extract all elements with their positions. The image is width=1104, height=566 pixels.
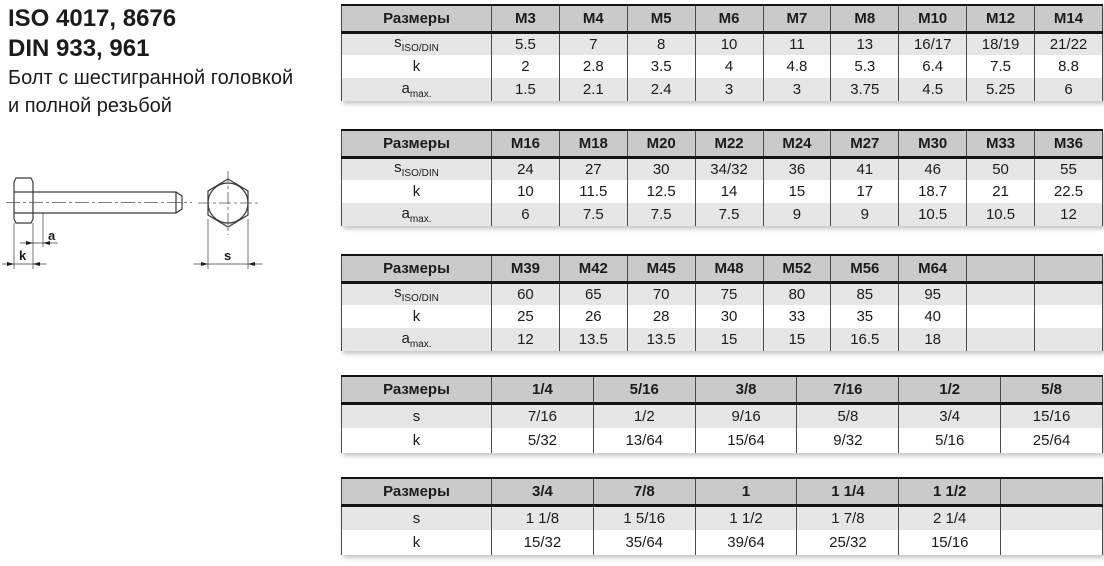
- dimension-k-label: k: [19, 248, 27, 263]
- row-label: k: [342, 530, 492, 555]
- dimension-value-cell: 15/16: [899, 530, 1001, 555]
- size-column-header: M6: [695, 5, 763, 32]
- dimension-value-cell: 6.4: [899, 55, 967, 78]
- size-column-header: M3: [492, 5, 560, 32]
- bolt-technical-drawing: [0, 163, 300, 338]
- dimension-value-cell: 15: [763, 328, 831, 351]
- dimension-value-cell: 18.7: [899, 180, 967, 203]
- dimension-value-cell: 1 7/8: [797, 505, 899, 530]
- dimension-value-cell: 11.5: [559, 180, 627, 203]
- dimension-value-cell: 3/4: [899, 403, 1001, 428]
- dimension-value-cell: 5/32: [492, 428, 594, 453]
- dimension-value-cell: 8.8: [1035, 55, 1103, 78]
- table-row: [342, 282, 1103, 305]
- size-column-header: M12: [967, 5, 1035, 32]
- dimension-value-cell: 7.5: [695, 203, 763, 226]
- bolt-side-view: [14, 178, 182, 223]
- row-label: k: [342, 305, 492, 328]
- size-column-header: M52: [763, 255, 831, 282]
- size-column-header: 1/4: [492, 376, 594, 403]
- dimension-value-cell: 7: [559, 32, 627, 55]
- dimension-value-cell: 34/32: [695, 157, 763, 180]
- dimension-value-cell: 24: [492, 157, 560, 180]
- row-label: $s_{ISO/DIN}$: [342, 32, 492, 55]
- dimension-value-cell: 3.75: [831, 78, 899, 101]
- dimension-value-cell: 25/32: [797, 530, 899, 555]
- row-label: $a_{max.}$: [342, 78, 492, 101]
- size-column-header: M8: [831, 5, 899, 32]
- dimension-value-cell: 14: [695, 180, 763, 203]
- dimension-value-cell: 1/2: [593, 403, 695, 428]
- dimension-value-cell: 21/22: [1035, 32, 1103, 55]
- row-label: s: [342, 505, 492, 530]
- dimension-value-cell: 30: [695, 305, 763, 328]
- size-column-header: M39: [492, 255, 560, 282]
- end-view-centerlines: [198, 171, 258, 235]
- size-column-header: M10: [899, 5, 967, 32]
- dimension-value-cell: [1035, 328, 1103, 351]
- dimension-table: [341, 375, 1103, 453]
- dimension-value-cell: 33: [763, 305, 831, 328]
- dimension-value-cell: 18/19: [967, 32, 1035, 55]
- dimension-value-cell: 18: [899, 328, 967, 351]
- size-column-header: M7: [763, 5, 831, 32]
- size-column-header: 7/8: [593, 478, 695, 505]
- dimension-value-cell: 15/16: [1001, 403, 1103, 428]
- dimension-value-cell: 85: [831, 282, 899, 305]
- dimension-value-cell: 36: [763, 157, 831, 180]
- dimension-value-cell: 9: [763, 203, 831, 226]
- row-label: $s_{ISO/DIN}$: [342, 282, 492, 305]
- dimension-value-cell: 15/32: [492, 530, 594, 555]
- standard-iso-title: ISO 4017, 8676: [8, 5, 177, 32]
- size-column-header: M16: [492, 130, 560, 157]
- dimension-value-cell: 10: [492, 180, 560, 203]
- dimension-value-cell: 1 1/2: [695, 505, 797, 530]
- table-row: [342, 32, 1103, 55]
- dimension-value-cell: 65: [559, 282, 627, 305]
- row-label: k: [342, 55, 492, 78]
- size-column-header: 1/2: [899, 376, 1001, 403]
- dimension-value-cell: 4.5: [899, 78, 967, 101]
- metric-table-m3-m14: [341, 4, 1103, 101]
- size-column-header: 7/16: [797, 376, 899, 403]
- size-column-header: M22: [695, 130, 763, 157]
- product-description-line1: Болт с шестигранной головкой: [8, 67, 294, 89]
- dimension-value-cell: [967, 282, 1035, 305]
- dimension-value-cell: [1001, 505, 1103, 530]
- dimension-table: [341, 477, 1103, 555]
- dimension-value-cell: 9/32: [797, 428, 899, 453]
- size-column-header: M33: [967, 130, 1035, 157]
- dimension-value-cell: 70: [627, 282, 695, 305]
- row-label: s: [342, 403, 492, 428]
- dimension-value-cell: 2: [492, 55, 560, 78]
- dimension-value-cell: 95: [899, 282, 967, 305]
- dimension-value-cell: 28: [627, 305, 695, 328]
- dimension-value-cell: 5/16: [899, 428, 1001, 453]
- dimension-value-cell: 5.25: [967, 78, 1035, 101]
- table-row: [342, 305, 1103, 328]
- row-label: $s_{ISO/DIN}$: [342, 157, 492, 180]
- size-column-header: M20: [627, 130, 695, 157]
- dimension-value-cell: 10.5: [967, 203, 1035, 226]
- dimension-value-cell: 35: [831, 305, 899, 328]
- dimension-value-cell: 2.8: [559, 55, 627, 78]
- dimension-value-cell: 8: [627, 32, 695, 55]
- size-column-header: M36: [1035, 130, 1103, 157]
- size-column-header: [1035, 255, 1103, 282]
- table-header-label: Размеры: [342, 478, 492, 505]
- dimension-value-cell: 7/16: [492, 403, 594, 428]
- product-description-line2: и полной резьбой: [8, 95, 172, 117]
- size-column-header: 1 1/4: [797, 478, 899, 505]
- dimension-value-cell: 16.5: [831, 328, 899, 351]
- dimension-value-cell: 60: [492, 282, 560, 305]
- dimension-value-cell: 1 1/8: [492, 505, 594, 530]
- dimension-table: [341, 129, 1103, 226]
- dimension-a-arrow-left: [26, 241, 33, 245]
- row-label: k: [342, 428, 492, 453]
- dimension-value-cell: 26: [559, 305, 627, 328]
- size-column-header: M42: [559, 255, 627, 282]
- dimension-value-cell: 9/16: [695, 403, 797, 428]
- size-column-header: M14: [1035, 5, 1103, 32]
- size-column-header: M24: [763, 130, 831, 157]
- dimension-value-cell: 25: [492, 305, 560, 328]
- dimension-value-cell: 1.5: [492, 78, 560, 101]
- table-row: [342, 55, 1103, 78]
- dimension-value-cell: 15: [695, 328, 763, 351]
- dimension-value-cell: [967, 305, 1035, 328]
- dimension-value-cell: [1001, 530, 1103, 555]
- table-row: [342, 157, 1103, 180]
- dimension-value-cell: 22.5: [1035, 180, 1103, 203]
- metric-table-m39-m64: [341, 254, 1103, 351]
- dimension-value-cell: 15/64: [695, 428, 797, 453]
- dimension-value-cell: 3: [763, 78, 831, 101]
- dimension-value-cell: 13: [831, 32, 899, 55]
- dimension-value-cell: 16/17: [899, 32, 967, 55]
- table-row: [342, 530, 1103, 555]
- dimension-value-cell: 4.8: [763, 55, 831, 78]
- size-column-header: 3/4: [492, 478, 594, 505]
- size-column-header: M5: [627, 5, 695, 32]
- dimension-value-cell: 2.4: [627, 78, 695, 101]
- dimension-value-cell: 17: [831, 180, 899, 203]
- tables-column: [341, 0, 1103, 566]
- dimension-value-cell: 35/64: [593, 530, 695, 555]
- table-row: [342, 428, 1103, 453]
- dimension-value-cell: 30: [627, 157, 695, 180]
- row-label: k: [342, 180, 492, 203]
- dimension-value-cell: 13.5: [627, 328, 695, 351]
- dimension-value-cell: 13.5: [559, 328, 627, 351]
- dimension-value-cell: 7.5: [967, 55, 1035, 78]
- dimension-value-cell: 10: [695, 32, 763, 55]
- dimension-s-arrow-left: [201, 262, 208, 266]
- table-row: [342, 203, 1103, 226]
- dimension-value-cell: 50: [967, 157, 1035, 180]
- dimension-value-cell: 12: [1035, 203, 1103, 226]
- dimension-value-cell: 7.5: [559, 203, 627, 226]
- dimension-s-label: s: [224, 248, 232, 263]
- dimension-table: [341, 254, 1103, 351]
- dimension-value-cell: 4: [695, 55, 763, 78]
- table-header-label: Размеры: [342, 376, 492, 403]
- size-column-header: M27: [831, 130, 899, 157]
- dimension-value-cell: 11: [763, 32, 831, 55]
- dimension-value-cell: 7.5: [627, 203, 695, 226]
- dimension-value-cell: 25/64: [1001, 428, 1103, 453]
- dimension-value-cell: 75: [695, 282, 763, 305]
- dimension-value-cell: 27: [559, 157, 627, 180]
- size-column-header: 5/8: [1001, 376, 1103, 403]
- dimension-value-cell: 80: [763, 282, 831, 305]
- size-column-header: M4: [559, 5, 627, 32]
- dimension-value-cell: 13/64: [593, 428, 695, 453]
- size-column-header: 1: [695, 478, 797, 505]
- dimension-value-cell: 5/8: [797, 403, 899, 428]
- size-column-header: M56: [831, 255, 899, 282]
- dimension-value-cell: 12: [492, 328, 560, 351]
- table-header-label: Размеры: [342, 5, 492, 32]
- dimension-value-cell: 39/64: [695, 530, 797, 555]
- dimension-value-cell: [967, 328, 1035, 351]
- table-row: [342, 505, 1103, 530]
- imperial-table-threequarter-to-oneandhalf: [341, 477, 1103, 555]
- size-column-header: M45: [627, 255, 695, 282]
- table-row: [342, 78, 1103, 101]
- metric-table-m16-m36: [341, 129, 1103, 226]
- table-row: [342, 180, 1103, 203]
- row-label: $a_{max.}$: [342, 328, 492, 351]
- imperial-table-quarter-to-fiveeighths: [341, 375, 1103, 453]
- dimension-value-cell: 6: [492, 203, 560, 226]
- table-header-label: Размеры: [342, 255, 492, 282]
- title-block: [8, 4, 338, 120]
- size-column-header: M18: [559, 130, 627, 157]
- dimension-s-arrow-right: [248, 262, 255, 266]
- dimension-value-cell: 55: [1035, 157, 1103, 180]
- dimension-value-cell: 3.5: [627, 55, 695, 78]
- standard-din-title: DIN 933, 961: [8, 35, 150, 62]
- dimension-k-arrow-left: [7, 262, 14, 266]
- dimension-value-cell: 46: [899, 157, 967, 180]
- dimension-value-cell: 10.5: [899, 203, 967, 226]
- dimension-value-cell: 9: [831, 203, 899, 226]
- dimension-a-label: a: [48, 228, 56, 243]
- dimension-value-cell: 3: [695, 78, 763, 101]
- table-header-label: Размеры: [342, 130, 492, 157]
- dimension-value-cell: 6: [1035, 78, 1103, 101]
- table-row: [342, 328, 1103, 351]
- dimension-value-cell: 5.3: [831, 55, 899, 78]
- dimension-value-cell: [1035, 305, 1103, 328]
- dimension-table: [341, 4, 1103, 101]
- dimension-value-cell: 1 5/16: [593, 505, 695, 530]
- dimension-value-cell: 2.1: [559, 78, 627, 101]
- size-column-header: [1001, 478, 1103, 505]
- dimension-value-cell: 2 1/4: [899, 505, 1001, 530]
- size-column-header: M30: [899, 130, 967, 157]
- dimension-value-cell: 15: [763, 180, 831, 203]
- size-column-header: 5/16: [593, 376, 695, 403]
- row-label: $a_{max.}$: [342, 203, 492, 226]
- dimension-value-cell: [1035, 282, 1103, 305]
- size-column-header: M48: [695, 255, 763, 282]
- dimension-value-cell: 5.5: [492, 32, 560, 55]
- dimension-k-arrow-right: [33, 262, 40, 266]
- dimension-value-cell: 41: [831, 157, 899, 180]
- table-row: [342, 403, 1103, 428]
- size-column-header: M64: [899, 255, 967, 282]
- bolt-drawing-svg: [0, 163, 300, 338]
- size-column-header: 3/8: [695, 376, 797, 403]
- dimension-value-cell: 12.5: [627, 180, 695, 203]
- size-column-header: [967, 255, 1035, 282]
- size-column-header: 1 1/2: [899, 478, 1001, 505]
- dimension-value-cell: 21: [967, 180, 1035, 203]
- dimension-value-cell: 40: [899, 305, 967, 328]
